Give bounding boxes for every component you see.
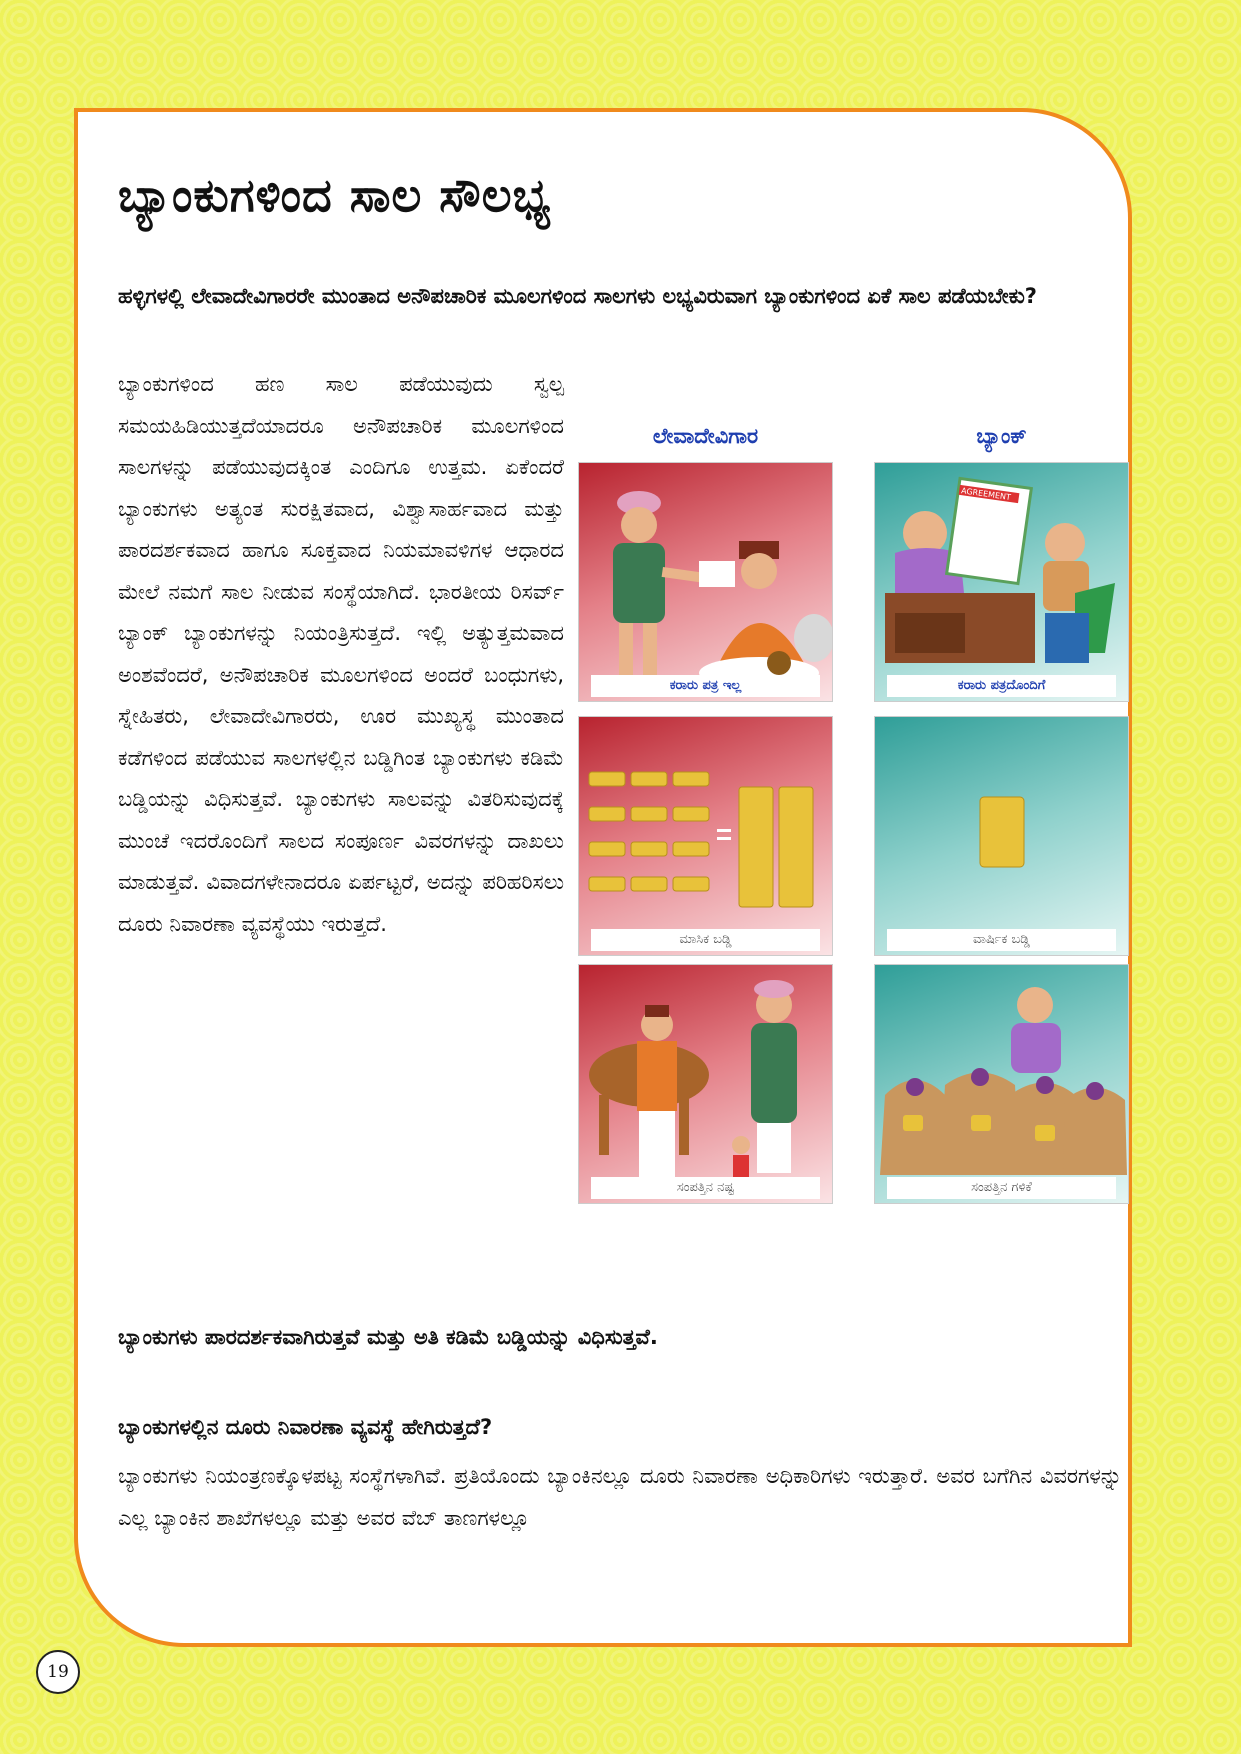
caption-monthly-interest: ಮಾಸಿಕ ಬಡ್ಡಿ — [591, 929, 820, 951]
caption-asset-loss: ಸಂಪತ್ತಿನ ನಷ್ಟ — [591, 1177, 820, 1199]
page-number: 19 — [36, 1650, 80, 1694]
illustration-annual-interest — [874, 716, 1129, 956]
caption-asset-gain: ಸಂಪತ್ತಿನ ಗಳಿಕೆ — [887, 1177, 1116, 1199]
summary-statement: ಬ್ಯಾಂಕುಗಳು ಪಾರದರ್ಶಕವಾಗಿರುತ್ತವೆ ಮತ್ತು ಅತಿ ಕಡಿಮೆ ಬಡ್ಡಿಯನ್ನು ವಿಧಿಸುತ್ತವೆ. — [118, 1325, 658, 1349]
question-heading-2: ಬ್ಯಾಂಕುಗಳಲ್ಲಿನ ದೂರು ನಿವಾರಣಾ ವ್ಯವಸ್ಥೆ ಹೇಗಿರುತ್ತದೆ? — [118, 1415, 493, 1439]
bank-agreement-scene-icon — [875, 463, 1129, 702]
illustration-moneylender-handshake — [578, 462, 833, 702]
body-paragraph-1: ಬ್ಯಾಂಕುಗಳಿಂದ ಹಣ ಸಾಲ ಪಡೆಯುವುದು ಸ್ವಲ್ಪ ಸಮಯಹಿಡಿಯುತ್ತದೆಯಾದರೂ ಅನೌಪಚಾರಿಕ ಮೂಲಗಳಿಂದ ಸಾಲಗಳನ್ನು ಪಡೆಯುವುದಕ್ಕಿಂತ ಎಂದಿಗೂ ಉತ್ತಮ. ಏಕೆಂದರೆ ಬ್ಯಾಂಕುಗಳು ಅತ್ಯಂತ ಸುರಕ್ಷಿತವಾದ, ವಿಶ್ವಾಸಾರ್ಹವಾದ ಮತ್ತು ಪಾರದರ್ಶಕವಾದ ಹಾಗೂ ಸೂಕ್ತವಾದ ನಿಯಮಾವಳಿಗಳ ಆಧಾರದ ಮೇಲೆ ನಮಗೆ ಸಾಲ ನೀಡುವ ಸಂಸ್ಥೆಯಾಗಿದೆ. ಭಾರತೀಯ ರಿಸರ್ವ್ ಬ್ಯಾಂಕ್ ಬ್ಯಾಂಕುಗಳನ್ನು ನಿಯಂತ್ರಿಸುತ್ತದೆ. ಇಲ್ಲಿ ಅತ್ಯುತ್ತಮವಾದ ಅಂಶವೆಂದರೆ, ಅನೌಪಚಾರಿಕ ಮೂಲಗಳಿಂದ ಅಂದರೆ ಬಂಧುಗಳು, ಸ್ನೇಹಿತರು, ಲೇವಾದೇವಿಗಾರರು, ಊರ ಮುಖ್ಯಸ್ಥ ಮುಂತಾದ ಕಡೆಗಳಿಂದ ಪಡೆಯುವ ಸಾಲಗಳಲ್ಲಿನ ಬಡ್ಡಿಗಿಂತ ಬ್ಯಾಂಕುಗಳು ಕಡಿಮೆ ಬಡ್ಡಿಯನ್ನು ವಿಧಿಸುತ್ತವೆ. ಬ್ಯಾಂಕುಗಳು ಸಾಲವನ್ನು ವಿತರಿಸುವುದಕ್ಕೆ ಮುಂಚೆ ಇದರೊಂದಿಗೆ ಸಾಲದ ಸಂಪೂರ್ಣ ವಿವರಗಳನ್ನು ದಾಖಲು ಮಾಡುತ್ತವೆ. ವಿವಾದಗಳೇನಾದರೂ ಏರ್ಪಟ್ಟರೆ, ಅದನ್ನು ಪರಿಹರಿಸಲು ದೂರು ನಿವಾರಣಾ ವ್ಯವಸ್ಥೆಯು ಇರುತ್ತದೆ. — [118, 372, 564, 936]
caption-annual-interest: ವಾರ್ಷಿಕ ಬಡ್ಡಿ — [887, 929, 1116, 951]
body-paragraph-2: ಬ್ಯಾಂಕುಗಳು ನಿಯಂತ್ರಣಕ್ಕೊಳಪಟ್ಟ ಸಂಸ್ಥೆಗಳಾಗಿವೆ. ಪ್ರತಿಯೊಂದು ಬ್ಯಾಂಕಿನಲ್ಲೂ ದೂರು ನಿವಾರಣಾ ಅಧಿಕಾರಿಗಳು ಇರುತ್ತಾರೆ. ಅವರ ಬಗೆಗಿನ ವಿವರಗಳನ್ನು ಎಲ್ಲ ಬ್ಯಾಂಕಿನ ಶಾಖೆಗಳಲ್ಲೂ ಮತ್ತು ಅವರ ವೆಬ್ ತಾಣಗಳಲ್ಲೂ — [118, 1464, 1122, 1530]
agreement-label: AGREEMENT — [960, 486, 1012, 503]
illustration-monthly-interest — [578, 716, 833, 956]
asset-loss-scene-icon — [579, 965, 833, 1204]
moneylender-scene-icon — [579, 463, 833, 702]
caption-with-agreement: ಕರಾರು ಪತ್ರದೊಂದಿಗೆ — [887, 675, 1116, 697]
column-header-bank: ಬ್ಯಾಂಕ್ — [976, 424, 1027, 448]
illustration-bank-agreement — [874, 462, 1129, 702]
asset-gain-scene-icon — [875, 965, 1129, 1204]
illustration-asset-loss — [578, 964, 833, 1204]
caption-no-agreement: ಕರಾರು ಪತ್ರ ಇಲ್ಲ — [591, 675, 820, 697]
column-header-moneylender: ಲೇವಾದೇವಿಗಾರ — [652, 424, 759, 448]
question-heading-1: ಹಳ್ಳಿಗಳಲ್ಲಿ ಲೇವಾದೇವಿಗಾರರೇ ಮುಂತಾದ ಅನೌಪಚಾರಿಕ ಮೂಲಗಳಿಂದ ಸಾಲಗಳು ಲಭ್ಯವಿರುವಾಗ ಬ್ಯಾಂಕುಗಳಿಂದ ಏಕೆ ಸಾಲ ಪಡೆಯಬೇಕು? — [118, 284, 1037, 308]
page-title: ಬ್ಯಾಂಕುಗಳಿಂದ ಸಾಲ ಸೌಲಭ್ಯ — [118, 168, 552, 222]
coin-stacks-icon — [579, 717, 833, 956]
coin-stack-icon — [875, 717, 1129, 956]
illustration-asset-gain — [874, 964, 1129, 1204]
